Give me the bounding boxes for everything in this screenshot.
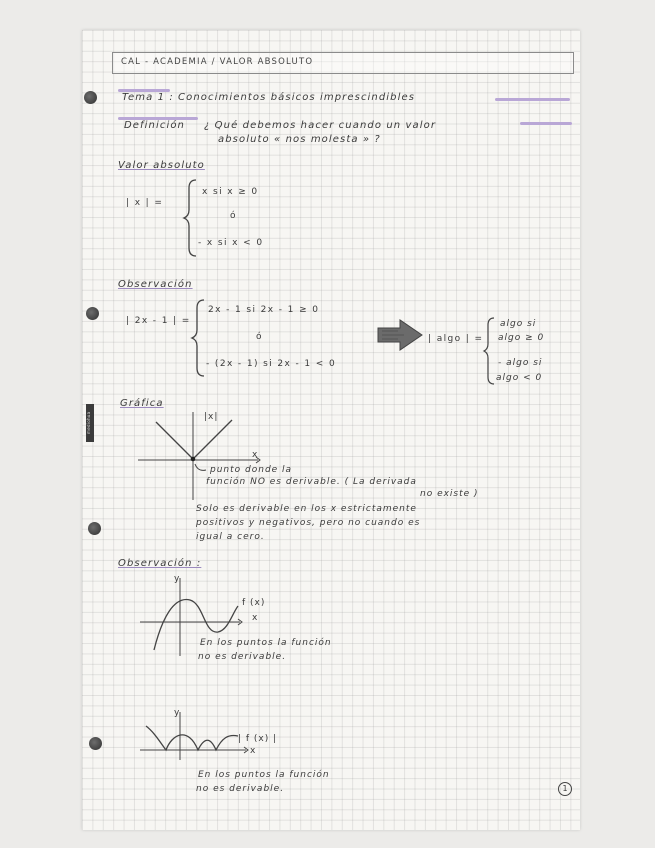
binder-hole-2 xyxy=(86,307,99,320)
abs-x-graph xyxy=(138,412,268,502)
algo-case2a: - algo si xyxy=(498,358,543,368)
page-number: 1 xyxy=(558,782,572,796)
abs-2x-1-lhs: | 2x - 1 | = xyxy=(126,316,191,326)
graph3-y-label: y xyxy=(174,708,181,718)
binder-hole-1 xyxy=(84,91,97,104)
abs-x-case2: - x si x < 0 xyxy=(198,238,264,248)
graph2-y-label: y xyxy=(174,574,181,584)
algo-case1a: algo si xyxy=(500,319,537,329)
definicion-line2: absoluto « nos molesta » ? xyxy=(218,134,381,145)
header-title: CAL - ACADEMIA / VALOR ABSOLUTO xyxy=(121,57,314,67)
abs-x-or: ó xyxy=(230,211,237,221)
grafica-note3: no existe ) xyxy=(420,489,479,499)
grafica-para3: igual a cero. xyxy=(196,532,265,542)
tema-highlight-right xyxy=(495,98,570,101)
observacion2-text1a: En los puntos la función xyxy=(200,638,332,648)
abs-x-lhs: | x | = xyxy=(126,198,164,208)
grafica-note2: función NO es derivable. ( La derivada xyxy=(206,477,417,487)
observacion1-title: Observación xyxy=(118,279,193,290)
graph1-x-label: x xyxy=(252,450,259,460)
graph2-x-label: x xyxy=(252,613,259,623)
graph3-x-label: x xyxy=(250,746,257,756)
observacion2-text1b: no es derivable. xyxy=(198,652,287,662)
binder-hole-3 xyxy=(88,522,101,535)
algo-case1b: algo ≥ 0 xyxy=(498,333,545,343)
grafica-title: Gráfica xyxy=(120,398,164,409)
observacion2-title: Observación : xyxy=(118,558,202,569)
tema-heading: Tema 1 : Conocimientos básicos imprescindibles xyxy=(122,92,416,103)
valor-absoluto-title: Valor absoluto xyxy=(118,160,205,171)
tema-highlight-left xyxy=(118,89,170,92)
observacion2-text2a: En los puntos la función xyxy=(198,770,330,780)
graph2-fx-label: f (x) xyxy=(242,598,266,608)
definicion-highlight-right xyxy=(520,122,572,125)
abs-2x-1-case1: 2x - 1 si 2x - 1 ≥ 0 xyxy=(208,305,320,315)
graph1-y-label: |x| xyxy=(204,412,219,422)
abs-algo-lhs: | algo | = xyxy=(428,334,484,344)
algo-case2b: algo < 0 xyxy=(496,373,543,383)
abs-2x-1-case2: - (2x - 1) si 2x - 1 < 0 xyxy=(206,359,337,369)
header-box xyxy=(112,52,574,74)
graph3-fx-label: | f (x) | xyxy=(238,734,278,744)
definicion-label: Definición xyxy=(124,120,185,131)
abs-2x-1-or: ó xyxy=(256,332,263,342)
grafica-para2: positivos y negativos, pero no cuando es xyxy=(196,518,421,528)
observacion2-text2b: no es derivable. xyxy=(196,784,285,794)
abs-x-case1: x si x ≥ 0 xyxy=(202,187,259,197)
binder-hole-4 xyxy=(89,737,102,750)
grafica-para1: Solo es derivable en los x estrictamente xyxy=(196,504,417,514)
arrow-right-icon xyxy=(378,320,422,350)
page-tab-label: mediohua xyxy=(86,404,94,442)
definicion-line1: ¿ Qué debemos hacer cuando un valor xyxy=(204,120,437,131)
grafica-note1: punto donde la xyxy=(210,465,293,475)
